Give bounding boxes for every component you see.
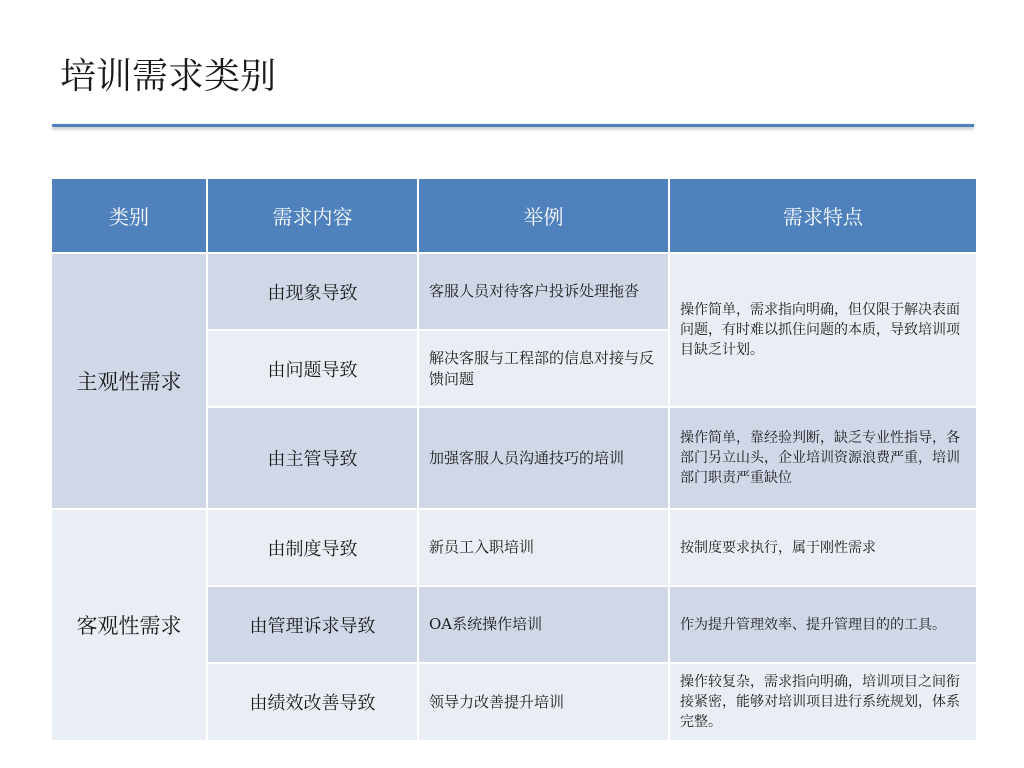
content-cell: 由制度导致 bbox=[208, 510, 417, 585]
category-cell: 客观性需求 bbox=[52, 510, 206, 740]
title-divider bbox=[52, 124, 974, 127]
content-cell: 由主管导致 bbox=[208, 408, 417, 508]
content-cell: 由绩效改善导致 bbox=[208, 664, 417, 740]
header-example: 举例 bbox=[419, 179, 668, 252]
example-cell: 加强客服人员沟通技巧的培训 bbox=[419, 408, 668, 508]
content-cell: 由管理诉求导致 bbox=[208, 587, 417, 662]
feature-cell: 操作简单，靠经验判断，缺乏专业性指导，各部门另立山头，企业培训资源浪费严重，培训部门职责严重缺位 bbox=[670, 408, 976, 508]
feature-cell: 按制度要求执行，属于刚性需求 bbox=[670, 510, 976, 585]
example-cell: 领导力改善提升培训 bbox=[419, 664, 668, 740]
slide-title: 培训需求类别 bbox=[60, 56, 277, 97]
training-needs-table bbox=[52, 179, 972, 730]
feature-cell: 操作较复杂，需求指向明确，培训项目之间衔接紧密，能够对培训项目进行系统规划，体系完整。 bbox=[670, 664, 976, 740]
category-cell: 主观性需求 bbox=[52, 254, 206, 508]
header-content: 需求内容 bbox=[208, 179, 417, 252]
example-cell: 解决客服与工程部的信息对接与反馈问题 bbox=[419, 331, 668, 406]
content-cell: 由问题导致 bbox=[208, 331, 417, 406]
example-cell: 新员工入职培训 bbox=[419, 510, 668, 585]
content-cell: 由现象导致 bbox=[208, 254, 417, 329]
example-cell: 客服人员对待客户投诉处理拖沓 bbox=[419, 254, 668, 329]
header-feature: 需求特点 bbox=[670, 179, 976, 252]
example-cell: OA系统操作培训 bbox=[419, 587, 668, 662]
header-category: 类别 bbox=[52, 179, 206, 252]
feature-cell: 操作简单，需求指向明确，但仅限于解决表面问题，有时难以抓住问题的本质，导致培训项目缺乏计划。 bbox=[670, 254, 976, 406]
feature-cell: 作为提升管理效率、提升管理目的的工具。 bbox=[670, 587, 976, 662]
